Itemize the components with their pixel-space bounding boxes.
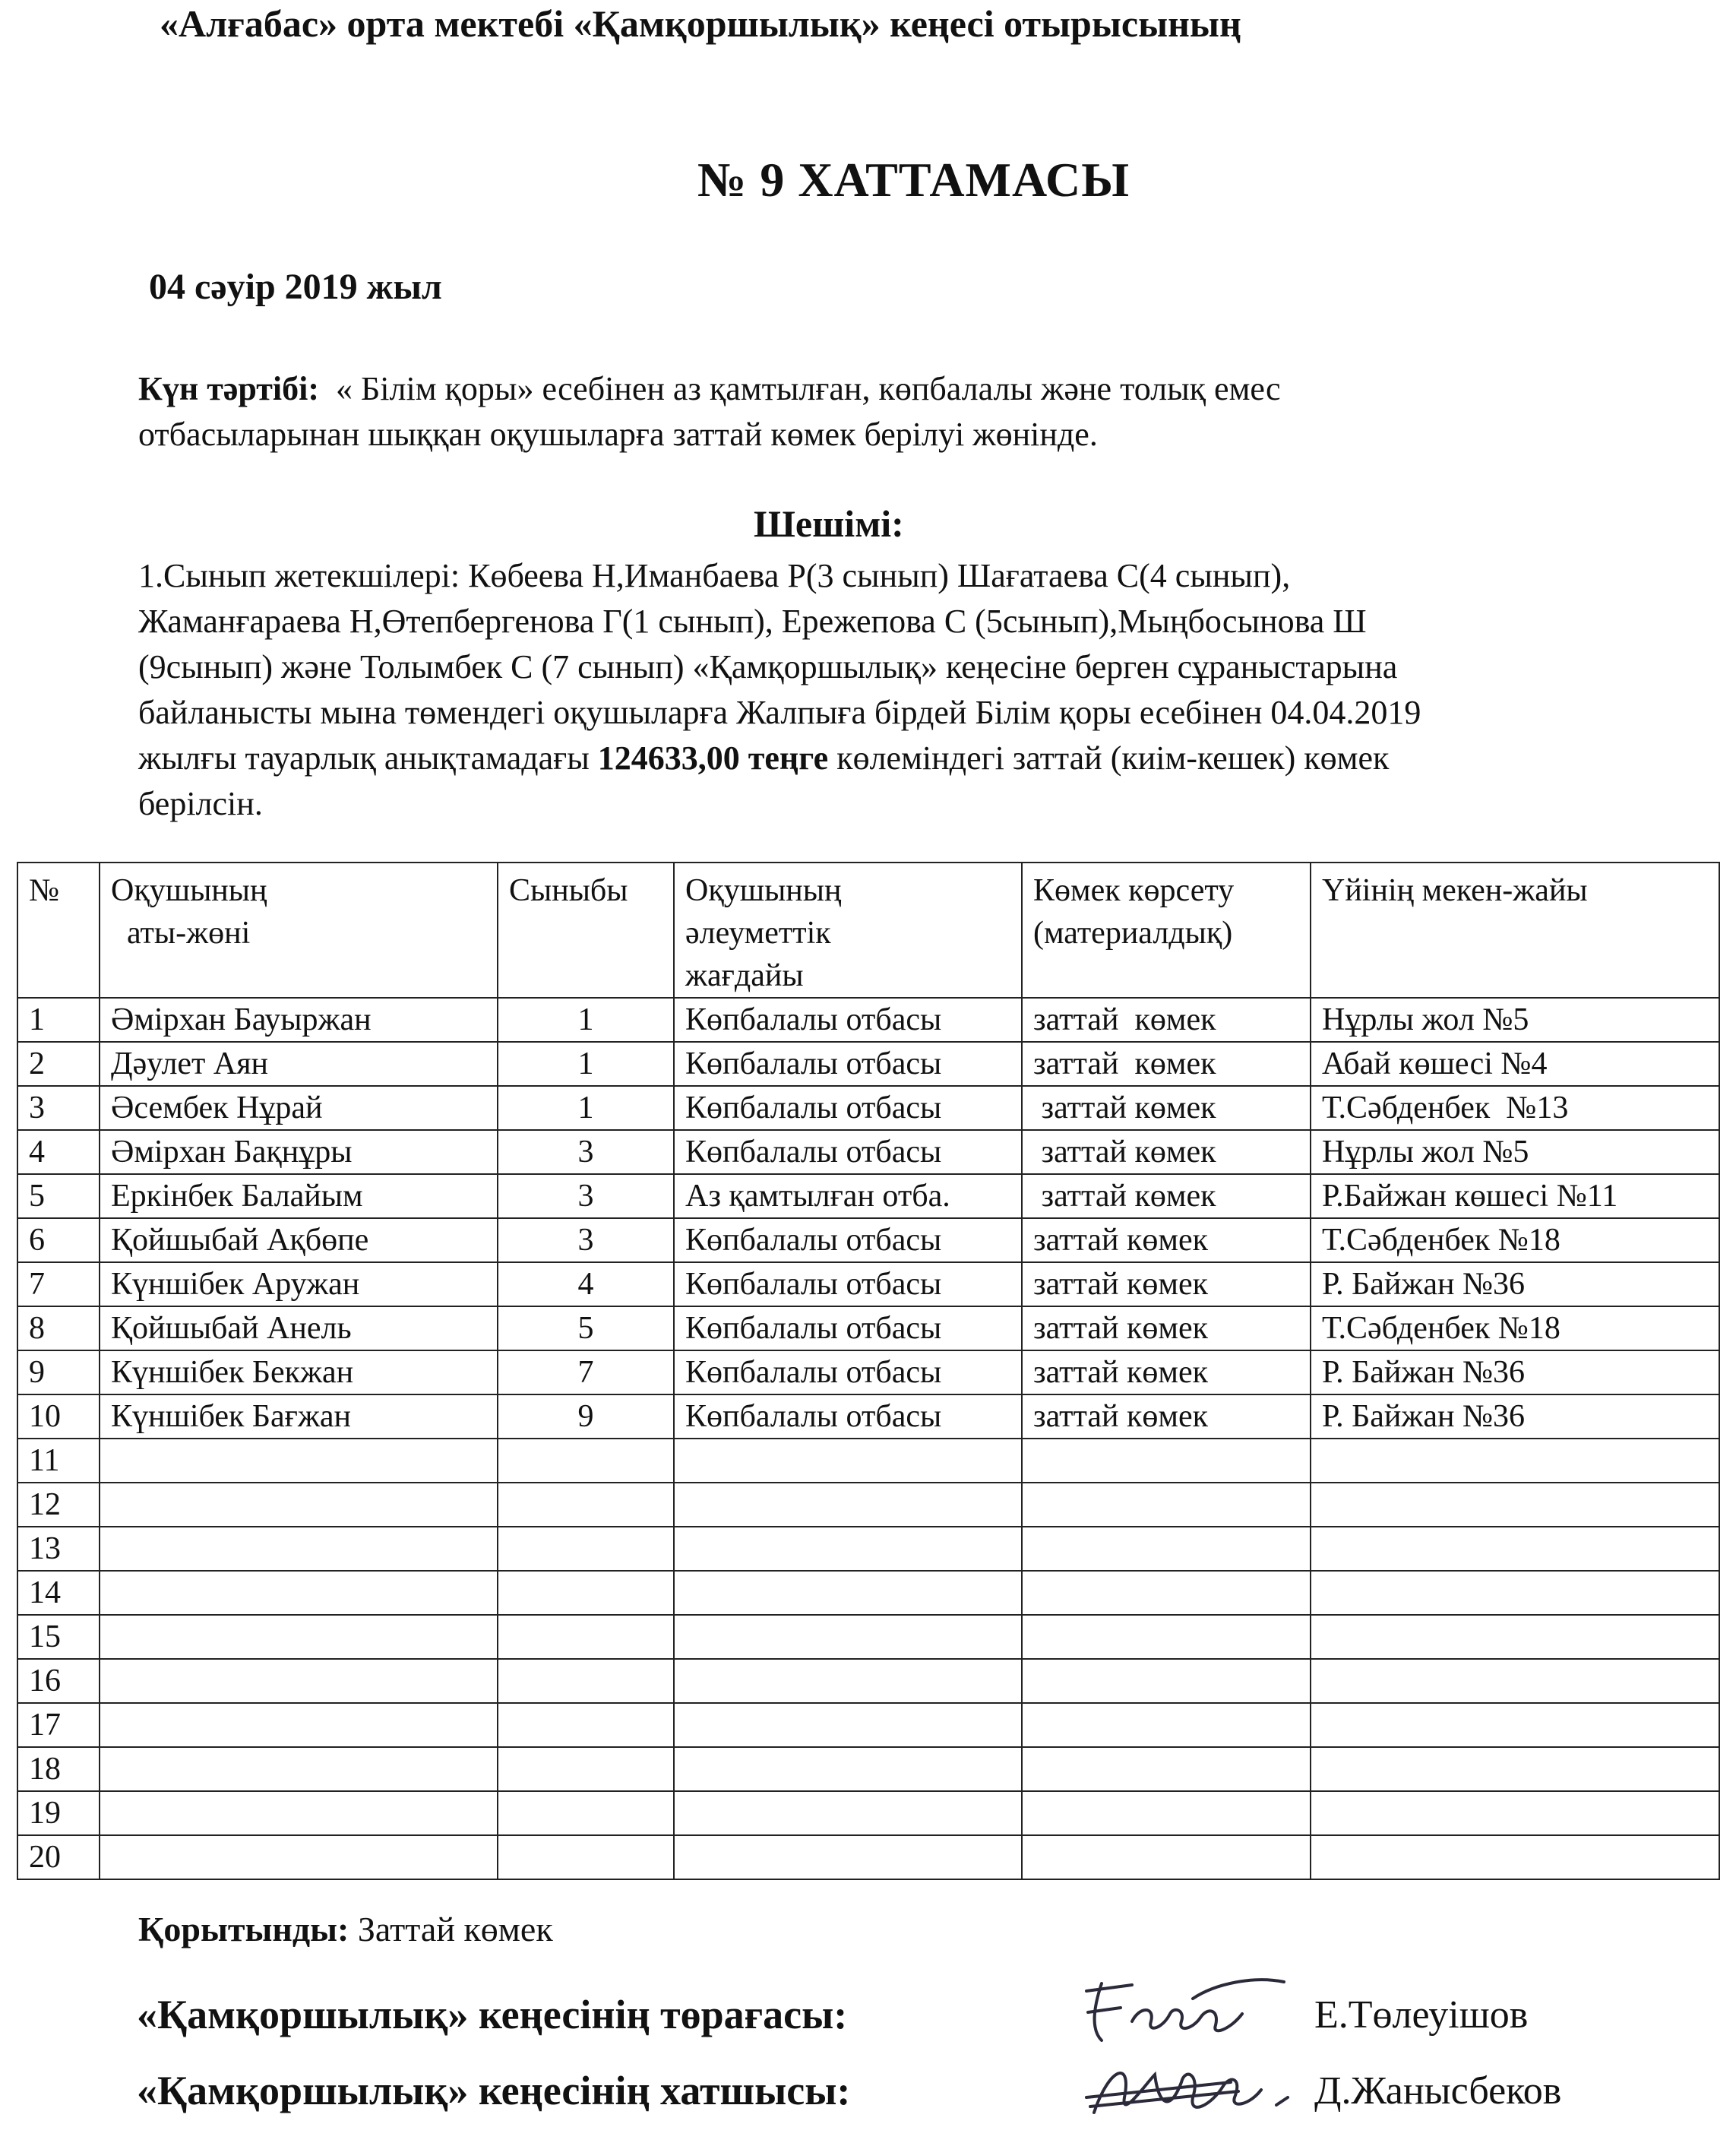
home-address-cell: Нұрлы жол №5 <box>1311 998 1719 1042</box>
decision-title: Шешімі: <box>754 502 904 545</box>
secretary-signature-icon <box>1079 2052 1307 2135</box>
student-name-cell <box>100 1439 498 1483</box>
home-address-cell <box>1311 1439 1719 1483</box>
student-name-cell <box>100 1791 498 1835</box>
table-row <box>17 1042 1719 1086</box>
student-name-cell: Еркінбек Балайым <box>100 1174 498 1218</box>
row-number-cell: 1 <box>17 998 100 1042</box>
decision-line-2: Жаманғараева Н,Өтепбергенова Г(1 сынып), Ережепова С (5сынып),Мыңбосынова Ш <box>138 603 1367 640</box>
social-status-cell: Көпбалалы отбасы <box>674 1350 1022 1394</box>
student-name-cell: Қойшыбай Анель <box>100 1306 498 1350</box>
table-row <box>17 1130 1719 1174</box>
assistance-type-cell: заттай көмек <box>1022 1042 1311 1086</box>
table-row <box>17 1791 1719 1835</box>
assistance-type-cell: заттай көмек <box>1022 1306 1311 1350</box>
col-address-header-line: Үйінің мекен-жайы <box>1322 873 1588 908</box>
student-class-cell <box>498 1615 674 1659</box>
decision-line-3: (9сынып) және Толымбек С (7 сынып) «Қамқоршылық» кеңесіне берген сұраныстарына <box>138 648 1398 685</box>
assistance-type-cell <box>1022 1439 1311 1483</box>
row-number-cell: 19 <box>17 1791 100 1835</box>
chair-role: «Қамқоршылық» кеңесінің төрағасы: <box>137 1992 848 2037</box>
home-address-cell: Р. Байжан №36 <box>1311 1350 1719 1394</box>
student-name-cell <box>100 1703 498 1747</box>
student-name-cell: Күншібек Аружан <box>100 1262 498 1306</box>
table-row <box>17 1086 1719 1130</box>
home-address-cell: Абай көшесі №4 <box>1311 1042 1719 1086</box>
assistance-type-cell <box>1022 1835 1311 1879</box>
home-address-cell <box>1311 1571 1719 1615</box>
assistance-type-cell <box>1022 1527 1311 1571</box>
row-number-cell: 15 <box>17 1615 100 1659</box>
student-class-cell <box>498 1747 674 1791</box>
student-class-cell: 4 <box>498 1262 674 1306</box>
col-social-status-header <box>674 863 1022 998</box>
row-number-cell: 11 <box>17 1439 100 1483</box>
home-address-cell <box>1311 1483 1719 1527</box>
col-social-status-header-line: жағдайы <box>685 958 804 993</box>
assistance-type-cell <box>1022 1791 1311 1835</box>
agenda-text-1: « Білім қоры» есебінен аз қамтылған, көпбалалы және толық емес <box>336 370 1281 407</box>
col-class-header-line: Сыныбы <box>509 873 628 908</box>
student-name-cell: Күншібек Бекжан <box>100 1350 498 1394</box>
social-status-cell: Көпбалалы отбасы <box>674 998 1022 1042</box>
student-class-cell <box>498 1791 674 1835</box>
student-class-cell <box>498 1571 674 1615</box>
col-assistance-header-line: (материалдық) <box>1033 916 1233 951</box>
social-status-cell <box>674 1527 1022 1571</box>
student-class-cell: 1 <box>498 1042 674 1086</box>
col-number-header <box>17 863 100 998</box>
social-status-cell <box>674 1747 1022 1791</box>
social-status-cell: Көпбалалы отбасы <box>674 1218 1022 1262</box>
assistance-type-cell: заттай көмек <box>1022 1350 1311 1394</box>
social-status-cell: Көпбалалы отбасы <box>674 1130 1022 1174</box>
student-name-cell: Дәулет Аян <box>100 1042 498 1086</box>
assistance-type-cell: заттай көмек <box>1022 1218 1311 1262</box>
home-address-cell <box>1311 1703 1719 1747</box>
decision-line-1: 1.Сынып жетекшілері: Көбеева Н,Иманбаева Р(3 сынып) Шағатаева С(4 сынып), <box>138 557 1291 594</box>
student-name-cell <box>100 1615 498 1659</box>
col-student-name-header-line: аты-жөні <box>111 916 251 951</box>
table-row <box>17 1747 1719 1791</box>
table-row <box>17 1174 1719 1218</box>
secretary-name: Д.Жанысбеков <box>1314 2069 1562 2113</box>
student-class-cell: 3 <box>498 1130 674 1174</box>
assistance-type-cell: заттай көмек <box>1022 1262 1311 1306</box>
social-status-cell: Аз қамтылған отба. <box>674 1174 1022 1218</box>
row-number-cell: 18 <box>17 1747 100 1791</box>
row-number-cell: 20 <box>17 1835 100 1879</box>
home-address-cell <box>1311 1791 1719 1835</box>
social-status-cell: Көпбалалы отбасы <box>674 1042 1022 1086</box>
social-status-cell: Көпбалалы отбасы <box>674 1262 1022 1306</box>
conclusion-label: Қорытынды: <box>138 1910 349 1948</box>
row-number-cell: 17 <box>17 1703 100 1747</box>
row-number-cell: 14 <box>17 1571 100 1615</box>
social-status-cell: Көпбалалы отбасы <box>674 1394 1022 1439</box>
student-class-cell: 1 <box>498 998 674 1042</box>
conclusion-value: Заттай көмек <box>349 1910 553 1948</box>
col-social-status-header-line: әлеуметтік <box>685 916 831 951</box>
row-number-cell: 8 <box>17 1306 100 1350</box>
row-number-cell: 9 <box>17 1350 100 1394</box>
table-row <box>17 1835 1719 1879</box>
student-name-cell: Әмірхан Бақнұры <box>100 1130 498 1174</box>
col-assistance-header-line: Көмек көрсету <box>1033 873 1235 908</box>
student-name-cell <box>100 1527 498 1571</box>
agenda-line-2: отбасыларынан шыққан оқушыларға заттай көмек берілуі жөнінде. <box>138 416 1098 453</box>
row-number-cell: 4 <box>17 1130 100 1174</box>
col-class-header <box>498 863 674 998</box>
col-student-name-header <box>100 863 498 998</box>
agenda-label: Күн тәртібі: <box>138 370 320 407</box>
student-name-cell: Қойшыбай Ақбөпе <box>100 1218 498 1262</box>
table-header-row <box>17 863 1719 998</box>
table-row <box>17 1527 1719 1571</box>
student-name-cell: Күншібек Бағжан <box>100 1394 498 1439</box>
social-status-cell <box>674 1659 1022 1703</box>
student-class-cell: 1 <box>498 1086 674 1130</box>
assistance-type-cell <box>1022 1483 1311 1527</box>
social-status-cell <box>674 1571 1022 1615</box>
student-class-cell <box>498 1659 674 1703</box>
table-row <box>17 1659 1719 1703</box>
col-number-header-line: № <box>29 873 60 908</box>
home-address-cell: Т.Сәбденбек №18 <box>1311 1306 1719 1350</box>
table-row <box>17 1306 1719 1350</box>
student-class-cell <box>498 1527 674 1571</box>
row-number-cell: 5 <box>17 1174 100 1218</box>
student-class-cell <box>498 1439 674 1483</box>
table-row <box>17 1483 1719 1527</box>
student-class-cell: 5 <box>498 1306 674 1350</box>
home-address-cell: Т.Сәбденбек №18 <box>1311 1218 1719 1262</box>
col-student-name-header-line: Оқушының <box>111 873 267 908</box>
row-number-cell: 13 <box>17 1527 100 1571</box>
assistance-type-cell: заттай көмек <box>1022 998 1311 1042</box>
home-address-cell <box>1311 1835 1719 1879</box>
home-address-cell: Нұрлы жол №5 <box>1311 1130 1719 1174</box>
decision-line-5 <box>138 736 1421 781</box>
table-row <box>17 1571 1719 1615</box>
students-table <box>17 862 1720 1880</box>
social-status-cell <box>674 1615 1022 1659</box>
assistance-type-cell <box>1022 1571 1311 1615</box>
assistance-type-cell: заттай көмек <box>1022 1086 1311 1130</box>
table-row <box>17 1394 1719 1439</box>
row-number-cell: 10 <box>17 1394 100 1439</box>
student-name-cell <box>100 1483 498 1527</box>
assistance-type-cell <box>1022 1615 1311 1659</box>
council-meeting-heading: «Алғабас» орта мектебі «Қамқоршылық» кеңесі отырысының <box>160 2 1241 45</box>
student-class-cell: 3 <box>498 1174 674 1218</box>
table-row <box>17 1615 1719 1659</box>
assistance-type-cell <box>1022 1703 1311 1747</box>
table-body <box>17 998 1719 1879</box>
protocol-title: № 9 ХАТТАМАСЫ <box>697 153 1130 207</box>
home-address-cell: Р. Байжан №36 <box>1311 1262 1719 1306</box>
student-name-cell: Әсембек Нұрай <box>100 1086 498 1130</box>
social-status-cell: Көпбалалы отбасы <box>674 1306 1022 1350</box>
student-class-cell <box>498 1483 674 1527</box>
student-name-cell <box>100 1747 498 1791</box>
home-address-cell <box>1311 1659 1719 1703</box>
conclusion <box>138 1909 553 1949</box>
table-row <box>17 1703 1719 1747</box>
table-row <box>17 1350 1719 1394</box>
table-row <box>17 998 1719 1042</box>
decision-section <box>138 553 1421 827</box>
assistance-type-cell: заттай көмек <box>1022 1394 1311 1439</box>
col-social-status-header-line: Оқушының <box>685 873 842 908</box>
student-name-cell: Әмірхан Бауыржан <box>100 998 498 1042</box>
assistance-type-cell <box>1022 1747 1311 1791</box>
social-status-cell <box>674 1835 1022 1879</box>
table-row <box>17 1439 1719 1483</box>
home-address-cell <box>1311 1747 1719 1791</box>
row-number-cell: 16 <box>17 1659 100 1703</box>
chair-name: Е.Төлеуішов <box>1314 1993 1529 2037</box>
assistance-type-cell: заттай көмек <box>1022 1174 1311 1218</box>
home-address-cell <box>1311 1527 1719 1571</box>
student-name-cell <box>100 1571 498 1615</box>
protocol-date: 04 сәуір 2019 жыл <box>149 267 442 307</box>
home-address-cell: Р.Байжан көшесі №11 <box>1311 1174 1719 1218</box>
student-class-cell: 7 <box>498 1350 674 1394</box>
agenda-line-1 <box>138 366 1281 412</box>
home-address-cell: Т.Сәбденбек №13 <box>1311 1086 1719 1130</box>
assistance-type-cell: заттай көмек <box>1022 1130 1311 1174</box>
decision-amount: 124633,00 теңге <box>597 739 829 777</box>
decision-line-4: байланысты мына төмендегі оқушыларға Жалпыға бірдей Білім қоры есебінен 04.04.2019 <box>138 694 1421 731</box>
decision-line-5-post: көлеміндегі заттай (киім-кешек) көмек <box>828 739 1390 777</box>
social-status-cell <box>674 1791 1022 1835</box>
col-address-header <box>1311 863 1719 998</box>
student-class-cell: 3 <box>498 1218 674 1262</box>
col-assistance-header <box>1022 863 1311 998</box>
student-class-cell: 9 <box>498 1394 674 1439</box>
secretary-role: «Қамқоршылық» кеңесінің хатшысы: <box>137 2068 851 2113</box>
home-address-cell: Р. Байжан №36 <box>1311 1394 1719 1439</box>
table-row <box>17 1218 1719 1262</box>
chair-signature-icon <box>1079 1968 1292 2052</box>
agenda-section <box>138 366 1281 457</box>
social-status-cell <box>674 1439 1022 1483</box>
row-number-cell: 3 <box>17 1086 100 1130</box>
student-name-cell <box>100 1835 498 1879</box>
social-status-cell <box>674 1703 1022 1747</box>
student-class-cell <box>498 1703 674 1747</box>
decision-line-5-pre: жылғы тауарлық анықтамадағы <box>138 739 598 777</box>
row-number-cell: 12 <box>17 1483 100 1527</box>
student-class-cell <box>498 1835 674 1879</box>
social-status-cell <box>674 1483 1022 1527</box>
row-number-cell: 6 <box>17 1218 100 1262</box>
assistance-type-cell <box>1022 1659 1311 1703</box>
table-row <box>17 1262 1719 1306</box>
student-name-cell <box>100 1659 498 1703</box>
decision-line-6: берілсін. <box>138 785 263 822</box>
home-address-cell <box>1311 1615 1719 1659</box>
social-status-cell: Көпбалалы отбасы <box>674 1086 1022 1130</box>
row-number-cell: 2 <box>17 1042 100 1086</box>
row-number-cell: 7 <box>17 1262 100 1306</box>
